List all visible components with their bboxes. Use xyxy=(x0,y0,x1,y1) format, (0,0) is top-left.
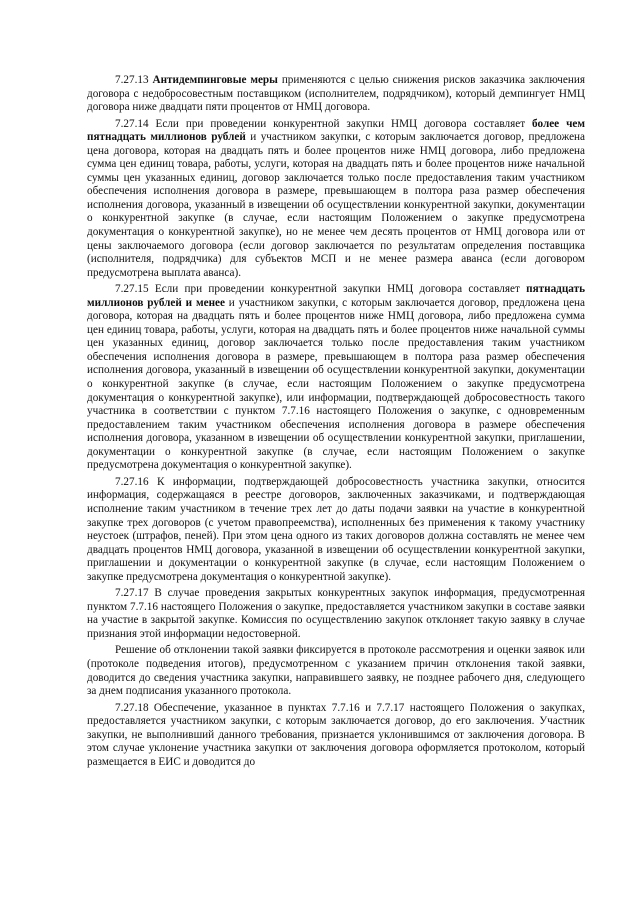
document-page xyxy=(87,74,585,772)
bold-term: Антидемпинговые меры xyxy=(152,74,278,86)
paragraph-text: 7.27.18 Обеспечение, указанное в пунктах 7.7.16 и 7.7.17 настоящего Положения о закупках, предоставляется участником закупки, с которым заключается договор, до его заключения. Участник закупки, не выполнивший данного требования, признается уклонившимся от заключения договора. В этом случае уклонение участника закупки от заключения договора оформляется протоколом, который размещается в ЕИС и доводится до xyxy=(87,701,585,768)
bold-term: пятнадцать миллионов рублей и менее xyxy=(87,283,585,309)
paragraph-rejection-decision xyxy=(87,644,585,698)
paragraph-text: 7.27.14 Если при проведении конкурентной закупки НМЦ договора составляет xyxy=(115,117,533,130)
bold-term: более чем пятнадцать миллионов рублей xyxy=(87,117,585,144)
paragraph-text: Решение об отклонении такой заявки фиксируется в протоколе рассмотрения и оценки заявок или (протоколе подведения итогов), предусмотренном с указанием причин отклонения такой заявки, доводится до сведения участника закупки, направившего заявку, не позднее рабочего дня, следующего за днем подписания указанного протокола. xyxy=(87,644,585,698)
paragraph-7-27-16 xyxy=(87,476,585,584)
paragraph-text: применяются с целью снижения рисков заказчика заключения договора с недобросовестным поставщиком (исполнителем, подрядчиком), который демпингует НМЦ договора ниже двадцати пяти процентов от НМЦ договора. xyxy=(87,74,586,114)
paragraph-7-27-14 xyxy=(87,118,585,281)
paragraph-text: и участником закупки, с которым заключается договор, предложена цена договора, которая на двадцать пять и более процентов ниже НМЦ договора, либо предложена сумма цен единиц товара, работы, услуги, которая на двадцать пять и более процентов ниже начальной суммы цен указанных единиц, договор заключается только после предоставления таким участником обеспечения исполнения договора в размере, превышающем в полтора раза размер обеспечения исполнения договора, указанный в извещении об осуществлении конкурентной закупки, документации о конкурентной закупке (в случае, если настоящим Положением о закупке предусмотрена документация о конкурентной закупке), или информации, подтверждающей добросовестность такого участника в соответствии с пунктом 7.7.16 настоящего Положения о закупке, с одновременным предоставлением таким участником обеспечения исполнения договора в размере обеспечения исполнения договора, указанном в извещении об осуществлении конкурентной закупки, приглашении, документации о конкурентной закупке (в случае, если настоящим Положением о закупке предусмотрена документация о конкурентной закупке). xyxy=(87,296,585,472)
paragraph-7-27-17 xyxy=(87,587,585,641)
paragraph-text: 7.27.15 Если при проведении конкурентной закупки НМЦ договора составляет xyxy=(115,283,527,296)
paragraph-7-27-18 xyxy=(87,702,585,770)
clause-number: 7.27.13 xyxy=(115,74,153,86)
paragraph-7-27-13 xyxy=(87,74,585,115)
paragraph-text: 7.27.16 К информации, подтверждающей добросовестность участника закупки, относится информация, содержащаяся в реестре договоров, заключенных заказчиками, и подтверждающая исполнение таким участником в течение трех лет до даты подачи заявки на участие в конкурентной закупке трех договоров (с учетом правопреемства), исполненных без применения к такому участнику неустоек (штрафов, пеней). При этом цена одного из таких договоров должна составлять не менее чем двадцать процентов НМЦ договора, указанной в извещении об осуществлении конкурентной закупки, приглашении и документации о конкурентной закупке (в случае, если настоящим Положением о закупке предусмотрена документация о конкурентной закупке). xyxy=(87,475,585,583)
paragraph-text: и участником закупки, с которым заключается договор, предложена цена договора, которая на двадцать пять и более процентов ниже НМЦ договора, либо предложена сумма цен единиц товара, работы, услуги, которая на двадцать пять и более процентов ниже начальной суммы цен указанных единиц, договор заключается только после предоставления таким участником обеспечения исполнения договора в размере, превышающем в полтора раза размер обеспечения исполнения договора, указанный в извещении об осуществлении конкурентной закупки, документации о конкурентной закупке (в случае, если настоящим Положением о закупке предусмотрена документация о конкурентной закупке), но не менее чем десять процентов от НМЦ договора или от цены заключаемого договора (если договор заключается по результатам определения поставщика (исполнителя, подрядчика) для субъектов МСП и не менее размера аванса (если договором предусмотрена выплата аванса). xyxy=(87,131,585,279)
paragraph-text: 7.27.17 В случае проведения закрытых конкурентных закупок информация, предусмотренная пунктом 7.7.16 настоящего Положения о закупке, предоставляется участником закупки в составе заявки на участие в закрытой закупке. Комиссия по осуществлению закупок отклоняет такую заявку в случае признания этой информации недостоверной. xyxy=(87,587,585,640)
paragraph-7-27-15 xyxy=(87,283,585,473)
